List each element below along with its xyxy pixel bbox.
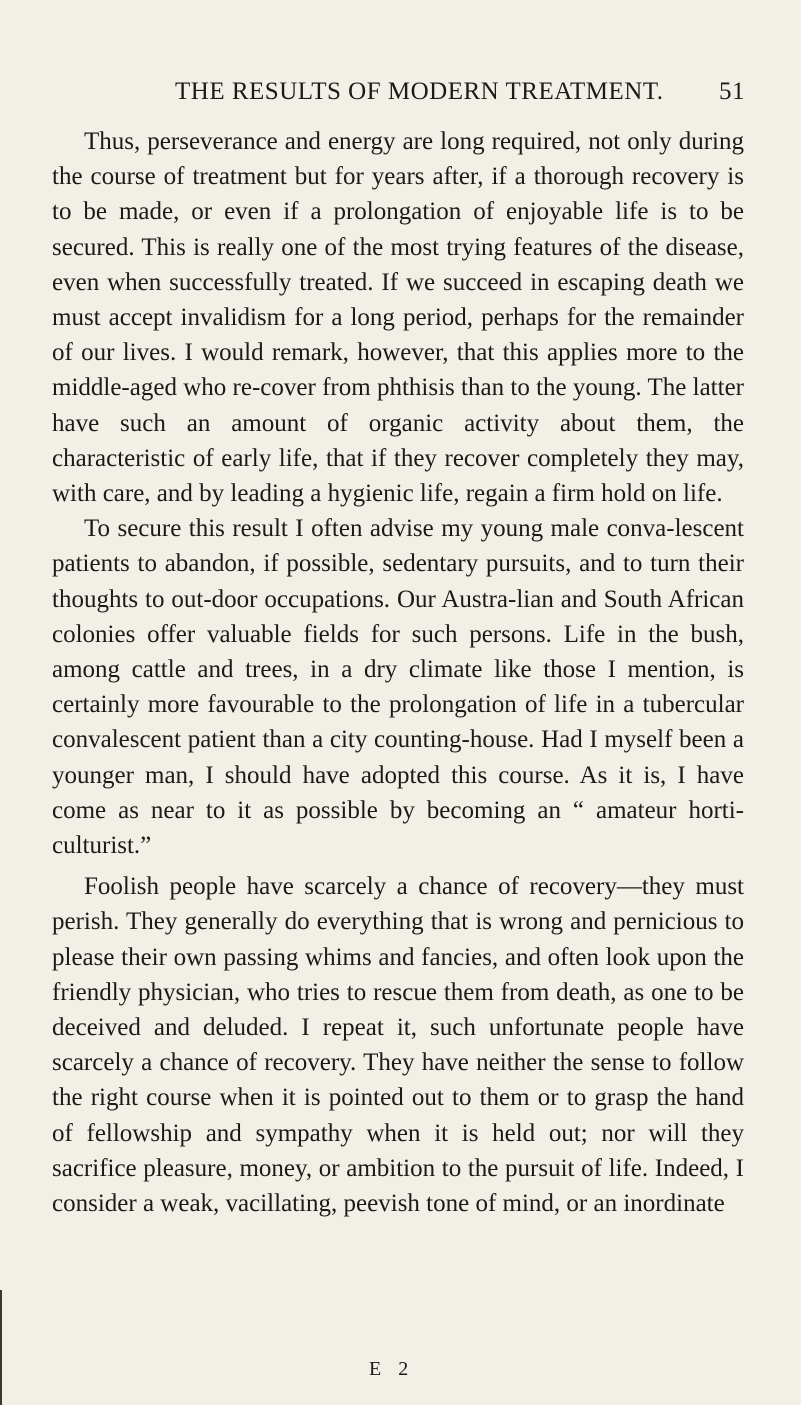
running-header (175, 78, 745, 118)
signature-mark: E 2 (369, 1358, 415, 1380)
binding-edge (0, 1290, 2, 1405)
body-text (52, 124, 744, 1221)
page-number: 51 (719, 78, 745, 105)
running-title: THE RESULTS OF MODERN TREATMENT. (175, 78, 664, 105)
paragraph-1: Thus, perseverance and energy are long required, not only during the course of treatment but for years after, if a thorough recovery is to be made, or even if a prolongation of enjoyable life is to be secured. This is really one of the most trying features of the disease, even when successfully treated. If we succeed in escaping death we must accept invalidism for a long period, perhaps for the remainder of our lives. I would remark, however, that this applies more to the middle-aged who re-cover from phthisis than to the young. The latter have such an amount of organic activity about them, the characteristic of early life, that if they recover completely they may, with care, and by leading a hygienic life, regain a firm hold on life. (52, 128, 744, 508)
paragraph-3: Foolish people have scarcely a chance of recovery—they must perish. They generally do everything that is wrong and pernicious to please their own passing whims and fancies, and often look upon the friendly physician, who tries to rescue them from death, as one to be deceived and deluded. I repeat it, such unfortunate people have scarcely a chance of recovery. They have neither the sense to follow the right course when it is pointed out to them or to grasp the hand of fellowship and sympathy when it is held out; nor will they sacrifice pleasure, money, or ambition to the pursuit of life. Indeed, I consider a weak, vacillating, peevish tone of mind, or an inordinate (52, 873, 744, 1218)
paragraph-2: To secure this result I often advise my young male conva-lescent patients to abandon, if possible, sedentary pursuits, and to turn their thoughts to out-door occupations. Our Austra-lian and South African colonies offer valuable fields for such persons. Life in the bush, among cattle and trees, in a dry climate like those I mention, is certainly more favourable to the prolongation of life in a tubercular convalescent patient than a city counting-house. Had I myself been a younger man, I should have adopted this course. As it is, I have come as near to it as possible by becoming an “ amateur horti-culturist.” (52, 515, 744, 860)
